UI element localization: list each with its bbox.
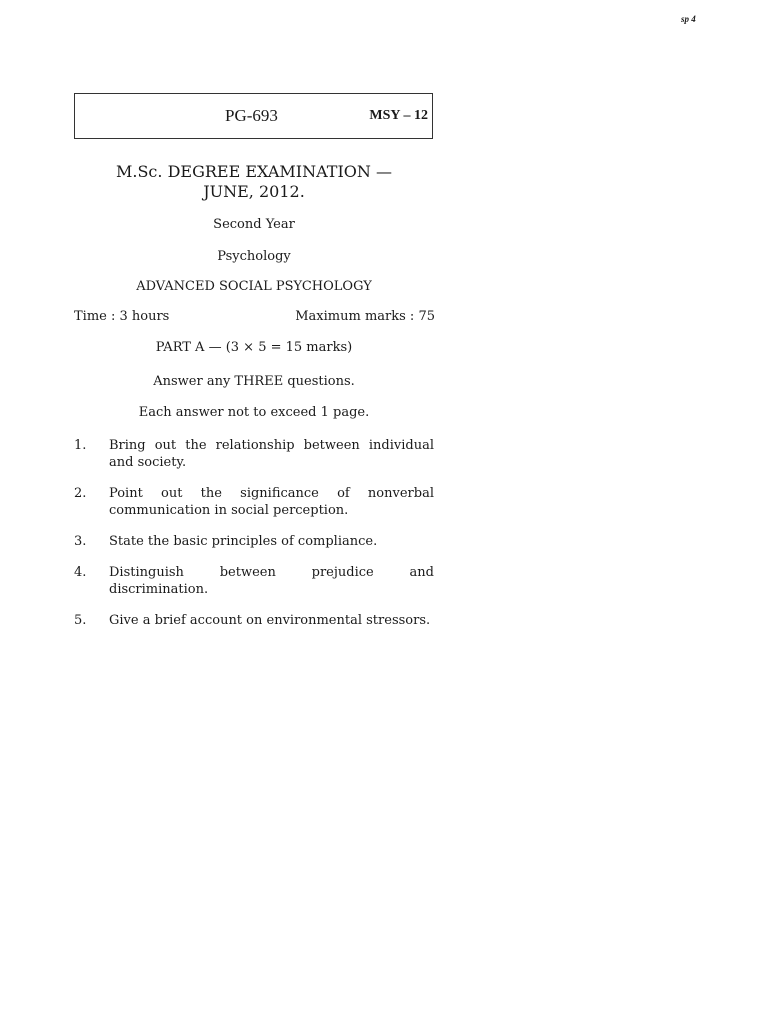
question-item xyxy=(74,437,434,471)
exam-subject: Psychology xyxy=(217,249,291,264)
paper-code-box xyxy=(74,93,433,139)
instruction-answer-length: Each answer not to exceed 1 page. xyxy=(138,405,370,420)
question-item xyxy=(74,533,434,550)
subject-code: MSY – 12 xyxy=(369,108,428,123)
question-number: 4. xyxy=(74,565,87,580)
instruction-answer-count: Answer any THREE questions. xyxy=(153,374,355,389)
question-number: 2. xyxy=(74,486,87,501)
question-text: State the basic principles of compliance. xyxy=(109,534,378,549)
question-number: 1. xyxy=(74,438,87,453)
question-text: Bring out the relationship between individual and society. xyxy=(109,438,434,470)
question-text: Give a brief account on environmental stressors. xyxy=(109,613,431,628)
question-list xyxy=(74,437,434,643)
exam-title-line2: JUNE, 2012. xyxy=(203,182,305,201)
exam-year: Second Year xyxy=(213,217,295,232)
question-item xyxy=(74,485,434,519)
question-number: 3. xyxy=(74,534,87,549)
question-text: Distinguish between prejudice and discrimination. xyxy=(109,565,434,597)
part-a-heading: PART A — (3 × 5 = 15 marks) xyxy=(155,340,353,355)
corner-mark: sp 4 xyxy=(681,14,696,24)
question-item xyxy=(74,612,434,629)
exam-time: Time : 3 hours xyxy=(74,309,170,324)
max-marks: Maximum marks : 75 xyxy=(295,309,435,324)
question-text: Point out the significance of nonverbal communication in social perception. xyxy=(109,486,434,518)
exam-title-line1: M.Sc. DEGREE EXAMINATION — xyxy=(116,162,392,181)
paper-code: PG-693 xyxy=(225,106,278,125)
time-marks-row xyxy=(74,309,435,324)
question-item xyxy=(74,564,434,598)
question-number: 5. xyxy=(74,613,87,628)
exam-course: ADVANCED SOCIAL PSYCHOLOGY xyxy=(136,279,372,294)
exam-title xyxy=(74,162,434,202)
